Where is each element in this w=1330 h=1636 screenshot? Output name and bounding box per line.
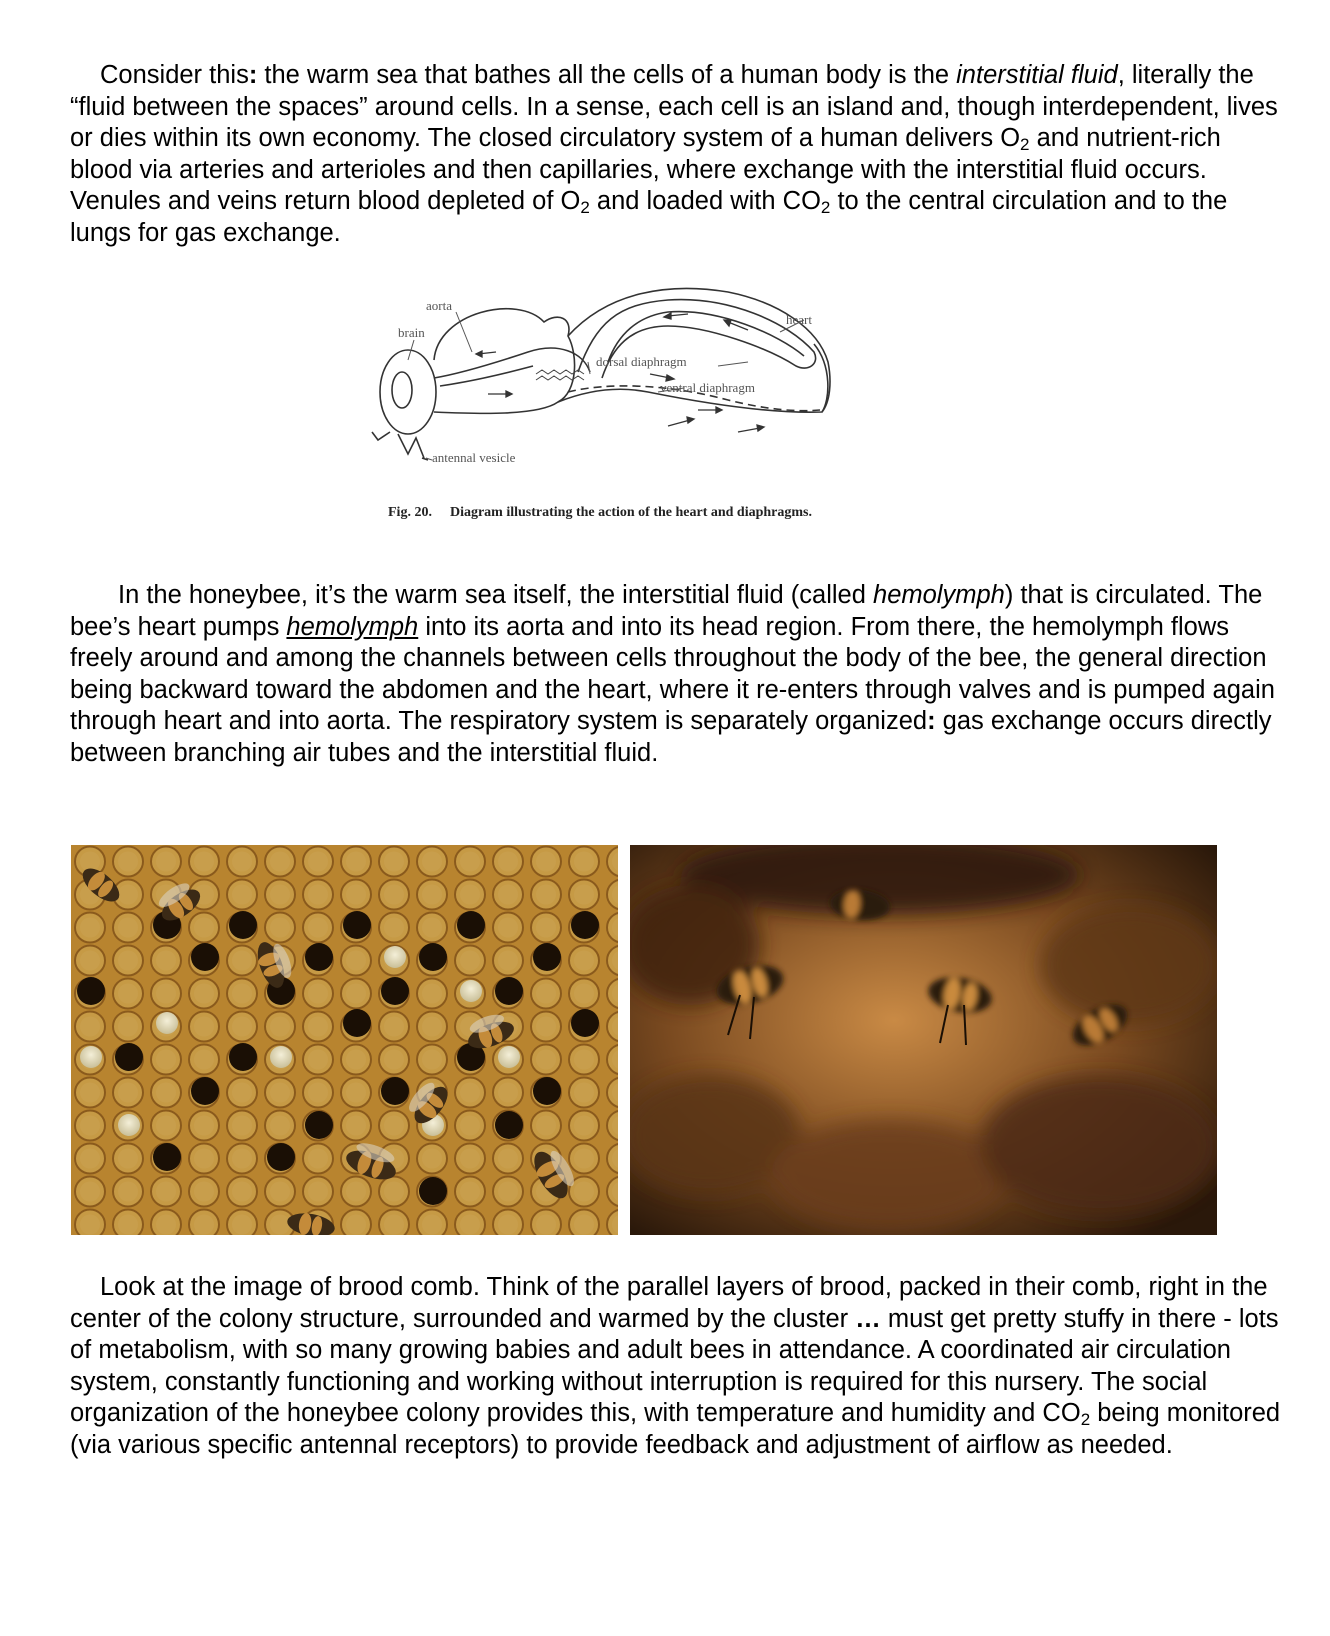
text: into its aorta and into its head region. From there, the hemolymph flows freely around and among the channels between cells throughout the body of the bee, the general direction being backward toward the abdomen and the heart, where it re-enters through valves and is pumped again through heart and into aorta. The respiratory system is separately organized — [70, 612, 1275, 735]
text: ) that is circulated. The bee’s heart pumps — [70, 581, 1263, 641]
bees-closeup-photo — [630, 845, 1217, 1235]
text: : — [248, 61, 258, 89]
paragraph-brood-comb — [70, 1272, 1290, 1461]
text: gas exchange occurs directly between branching air tubes and the interstitial fluid. — [70, 707, 1272, 767]
text: the warm sea that bathes all the cells of a human body is the — [257, 61, 957, 89]
text: and nutrient-rich blood via arteries and arterioles and then capillaries, where exchange with the interstitial fluid occurs. Venules and veins return blood depleted of O — [70, 124, 1221, 215]
text: : — [927, 707, 936, 735]
heart-diaphragm-diagram — [368, 282, 868, 532]
term-hemolymph: hemolymph — [873, 581, 1005, 609]
text: Consider this — [100, 61, 249, 89]
figure-caption — [388, 505, 812, 521]
brood-comb-photo — [71, 845, 618, 1235]
ellipsis: … — [855, 1304, 881, 1333]
brood-comb-illustration — [71, 845, 618, 1235]
label-dorsal-diaphragm: dorsal diaphragm — [596, 354, 687, 369]
term-hemolymph-underlined: hemolymph — [286, 612, 419, 641]
subscript: 2 — [580, 198, 590, 217]
figure-number: Fig. 20. — [388, 505, 432, 520]
text: and loaded with CO — [589, 187, 821, 215]
text: , literally the “fluid between the spaces” around cells. In a sense, each cell is an island and, though interdependent, lives or dies within its own economy. The closed circulatory system of a human delivers O — [70, 61, 1278, 152]
text: must get pretty stuffy in there - lots of metabolism, with so many growing babies and adult bees in attendance. A coordinated air circulation system, constantly functioning and working without interruption is required for this nursery. The social organization of the honeybee colony provides this, with temperature and humidity and CO — [70, 1304, 1279, 1427]
term-interstitial-fluid: interstitial fluid — [956, 61, 1118, 89]
subscript: 2 — [820, 198, 831, 217]
text: In the honeybee, it’s the warm sea itself, the interstitial fluid (called — [118, 581, 874, 609]
label-brain: brain — [398, 325, 425, 340]
text: to the central circulation and to the lungs for gas exchange. — [70, 187, 1228, 247]
subscript: 2 — [1080, 1410, 1091, 1429]
label-antennal-vesicle: antennal vesicle — [432, 450, 516, 465]
bees-closeup-illustration — [630, 845, 1217, 1235]
bee-circulation-illustration — [368, 282, 868, 502]
label-ventral-diaphragm: ventral diaphragm — [660, 380, 755, 395]
label-heart: heart — [786, 312, 812, 327]
paragraph-honeybee-hemolymph — [70, 580, 1290, 769]
subscript: 2 — [1020, 135, 1030, 154]
text: Look at the image of brood comb. Think of the parallel layers of brood, packed in their comb, right in the center of the colony structure, surrounded and warmed by the cluster — [70, 1273, 1268, 1333]
figure-caption-text: Diagram illustrating the action of the heart and diaphragms. — [449, 505, 813, 520]
text: being monitored (via various specific antennal receptors) to provide feedback and adjustment of airflow as needed. — [70, 1399, 1281, 1459]
label-aorta: aorta — [426, 298, 452, 313]
paragraph-circulation-human — [70, 60, 1290, 249]
